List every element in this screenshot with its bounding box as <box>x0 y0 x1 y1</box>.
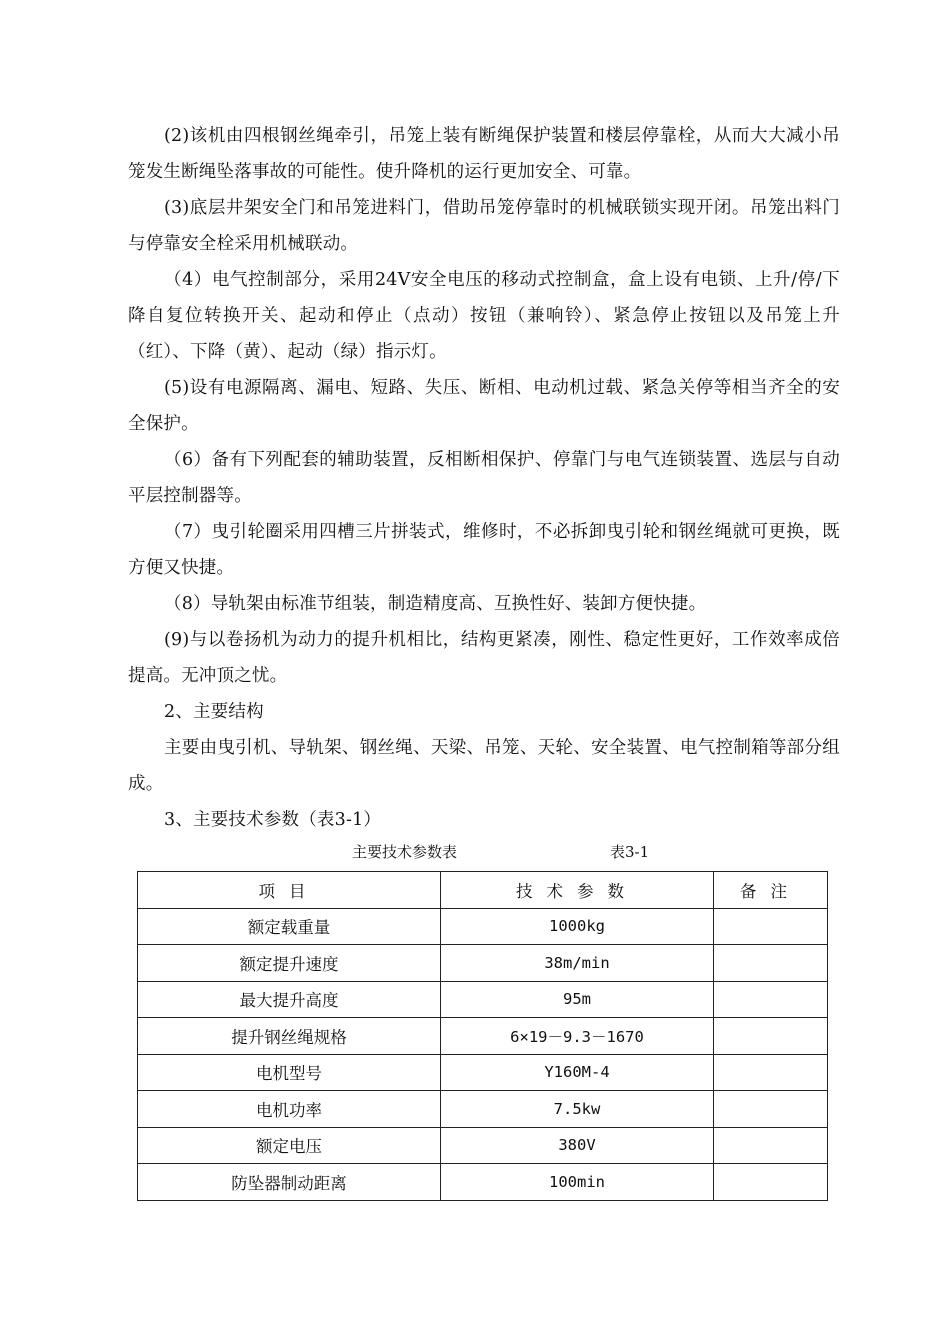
table-caption-title: 主要技术参数表 <box>352 843 458 861</box>
table-caption-number: 表3-1 <box>610 843 650 861</box>
paragraph-3: (3)底层井架安全门和吊笼进料门，借助吊笼停靠时的机械联锁实现开闭。吊笼出料门与停靠安全栓采用机械联动。 <box>128 198 840 254</box>
section-heading-structure: 2、主要结构 <box>164 702 264 722</box>
cell-note <box>714 1127 828 1164</box>
table-row <box>138 1164 828 1201</box>
header-value: 技术参数 <box>441 872 714 909</box>
table-row <box>138 981 828 1018</box>
table-row <box>138 1127 828 1164</box>
cell-item: 额定电压 <box>138 1127 441 1164</box>
table-row <box>138 1091 828 1128</box>
parameters-table <box>137 871 828 1201</box>
paragraph-9: (9)与以卷扬机为动力的提升机相比，结构更紧凑，刚性、稳定性更好，工作效率成倍提高。无冲顶之忧。 <box>128 630 840 686</box>
cell-item: 电机功率 <box>138 1091 441 1128</box>
cell-note <box>714 945 828 982</box>
cell-value: 380V <box>441 1127 714 1164</box>
cell-item: 电机型号 <box>138 1054 441 1091</box>
cell-item: 额定提升速度 <box>138 945 441 982</box>
cell-value: 100min <box>441 1164 714 1201</box>
table-row <box>138 1018 828 1055</box>
cell-note <box>714 1164 828 1201</box>
paragraph-6: （6）备有下列配套的辅助装置，反相断相保护、停靠门与电气连锁装置、选层与自动平层控制器等。 <box>128 450 840 506</box>
cell-note <box>714 981 828 1018</box>
paragraph-8: （8）导轨架由标准节组装，制造精度高、互换性好、装卸方便快捷。 <box>164 594 707 614</box>
cell-note <box>714 1018 828 1055</box>
cell-value: Y160M-4 <box>441 1054 714 1091</box>
cell-note <box>714 1054 828 1091</box>
paragraph-structure: 主要由曳引机、导轨架、钢丝绳、天梁、吊笼、天轮、安全装置、电气控制箱等部分组成。 <box>128 738 840 794</box>
cell-value: 1000kg <box>441 908 714 945</box>
cell-item: 最大提升高度 <box>138 981 441 1018</box>
header-note: 备注 <box>714 872 828 909</box>
cell-item: 防坠器制动距离 <box>138 1164 441 1201</box>
cell-note <box>714 1091 828 1128</box>
cell-note <box>714 908 828 945</box>
header-item: 项目 <box>138 872 441 909</box>
paragraph-4: （4）电气控制部分，采用24V安全电压的移动式控制盒，盒上设有电锁、上升/停/下降自复位转换开关、起动和停止（点动）按钮（兼响铃）、紧急停止按钮以及吊笼上升（红）、下降（黄）、起动（绿）指示灯。 <box>128 270 840 362</box>
table-header-row <box>138 872 828 909</box>
cell-item: 额定载重量 <box>138 908 441 945</box>
cell-value: 7.5kw <box>441 1091 714 1128</box>
cell-item: 提升钢丝绳规格 <box>138 1018 441 1055</box>
section-heading-parameters: 3、主要技术参数（表3-1） <box>164 810 382 830</box>
cell-value: 95m <box>441 981 714 1018</box>
table-row <box>138 1054 828 1091</box>
paragraph-5: (5)设有电源隔离、漏电、短路、失压、断相、电动机过载、紧急关停等相当齐全的安全保护。 <box>128 378 840 434</box>
table-row <box>138 908 828 945</box>
paragraph-7: （7）曳引轮圈采用四槽三片拼装式，维修时，不必拆卸曳引轮和钢丝绳就可更换，既方便又快捷。 <box>128 522 840 578</box>
table-row <box>138 945 828 982</box>
cell-value: 38m/min <box>441 945 714 982</box>
cell-value: 6×19－9.3－1670 <box>441 1018 714 1055</box>
paragraph-2: (2)该机由四根钢丝绳牵引，吊笼上装有断绳保护装置和楼层停靠栓，从而大大减小吊笼发生断绳坠落事故的可能性。使升降机的运行更加安全、可靠。 <box>128 126 840 182</box>
